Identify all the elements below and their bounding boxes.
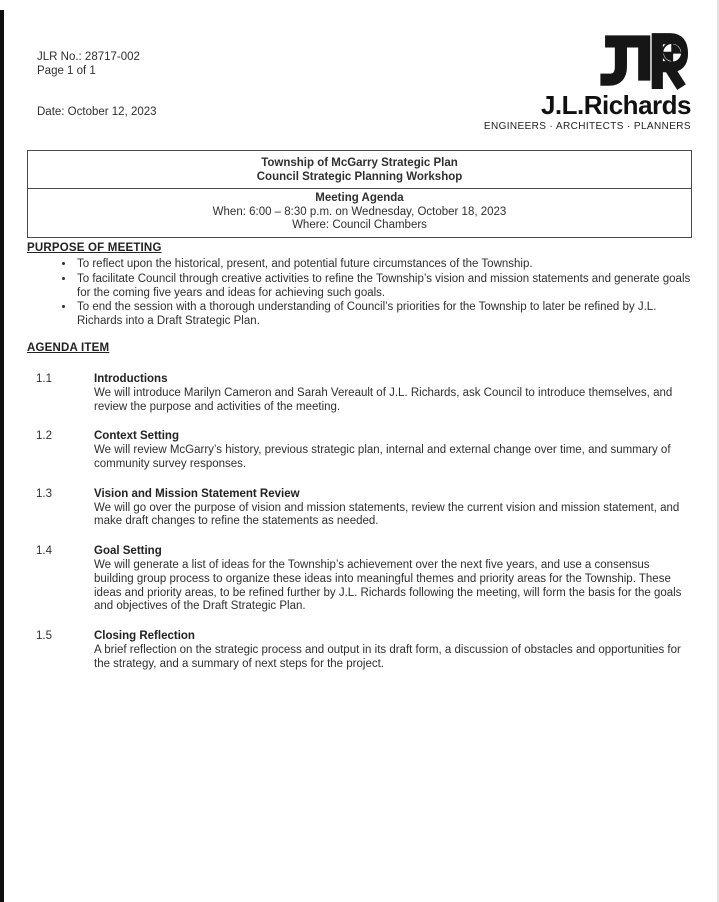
agenda-item: [36, 430, 692, 471]
agenda-item: [36, 545, 692, 614]
purpose-section: [27, 242, 692, 330]
agenda-item-description: We will go over the purpose of vision and mission statements, review the current vision and mission statement, and make draft changes to refine the statements as needed.: [94, 501, 680, 528]
workshop-title: Council Strategic Planning Workshop: [256, 171, 463, 183]
company-tagline: ENGINEERS · ARCHITECTS · PLANNERS: [483, 121, 691, 132]
document-meta: [37, 50, 157, 119]
agenda-item-number: 1.4: [36, 545, 52, 558]
agenda-item: [36, 488, 692, 529]
jlr-number: JLR No.: 28717-002: [37, 51, 140, 63]
agenda-item: [36, 373, 692, 414]
agenda-title: Meeting Agenda: [315, 192, 404, 204]
purpose-bullet: • To end the session with a thorough understanding of Council’s priorities for the Township to later be refined by J.L. Richards into a Draft Strategic Plan.: [75, 301, 692, 329]
agenda-item-description: We will generate a list of ideas for the Township’s achievement over the next five years, and use a consensus building group process to organize these ideas into meaningful themes and priority areas for the Township. These ideas and priority areas, to be refined further by J.L. Richards following the meeting, will form the basis for the goals and objectives of the Draft Strategic Plan.: [94, 558, 682, 613]
purpose-bullet: • To facilitate Council through creative activities to refine the Township’s vision and mission statements and generate goals for the coming five years and ideas for achieving such goals.: [75, 273, 692, 301]
jlr-logo-icon: [592, 33, 689, 91]
document-date: Date: October 12, 2023: [37, 106, 157, 118]
title-box-agenda-row: [28, 189, 691, 237]
agenda-item-description: A brief reflection on the strategic process and output in its draft form, a discussion of obstacles and opportunities for the strategy, and a summary of next steps for the project.: [94, 643, 681, 670]
agenda-item-title: Closing Reflection: [94, 630, 195, 643]
agenda-item-description: We will introduce Marilyn Cameron and Sarah Vereault of J.L. Richards, ask Council to introduce themselves, and review the purpose and activities of the meeting.: [94, 386, 673, 413]
agenda-item-number: 1.3: [36, 487, 52, 500]
agenda-item-title: Vision and Mission Statement Review: [94, 487, 300, 500]
meeting-when: When: 6:00 – 8:30 p.m. on Wednesday, October 18, 2023: [212, 205, 507, 218]
agenda-list: [36, 373, 692, 688]
scan-edge-strip: [0, 10, 4, 902]
agenda-item-number: 1.2: [36, 430, 52, 443]
agenda-heading: AGENDA ITEM: [27, 342, 110, 354]
purpose-heading: PURPOSE OF MEETING: [27, 242, 162, 254]
agenda-item-title: Context Setting: [94, 430, 179, 443]
meeting-title-box: [27, 150, 692, 238]
agenda-item-description: We will review McGarry’s history, previous strategic plan, internal and external change over time, and summary of community survey responses.: [94, 444, 671, 470]
meeting-where: Where: Council Chambers: [292, 219, 427, 231]
agenda-item-number: 1.5: [36, 630, 52, 643]
agenda-item: [36, 630, 692, 671]
company-name: J.L.Richards: [540, 90, 691, 120]
agenda-item-title: Introductions: [94, 373, 168, 385]
page-number: Page 1 of 1: [37, 65, 96, 77]
agenda-item-title: Goal Setting: [94, 545, 162, 558]
purpose-bullet-list: [27, 258, 692, 329]
purpose-bullet: • To reflect upon the historical, present, and potential future circumstances of the Township.: [75, 258, 692, 272]
plan-title: Township of McGarry Strategic Plan: [261, 157, 458, 169]
agenda-item-number: 1.1: [36, 373, 52, 385]
title-box-header-row: [28, 151, 691, 189]
company-logo: [484, 33, 691, 132]
